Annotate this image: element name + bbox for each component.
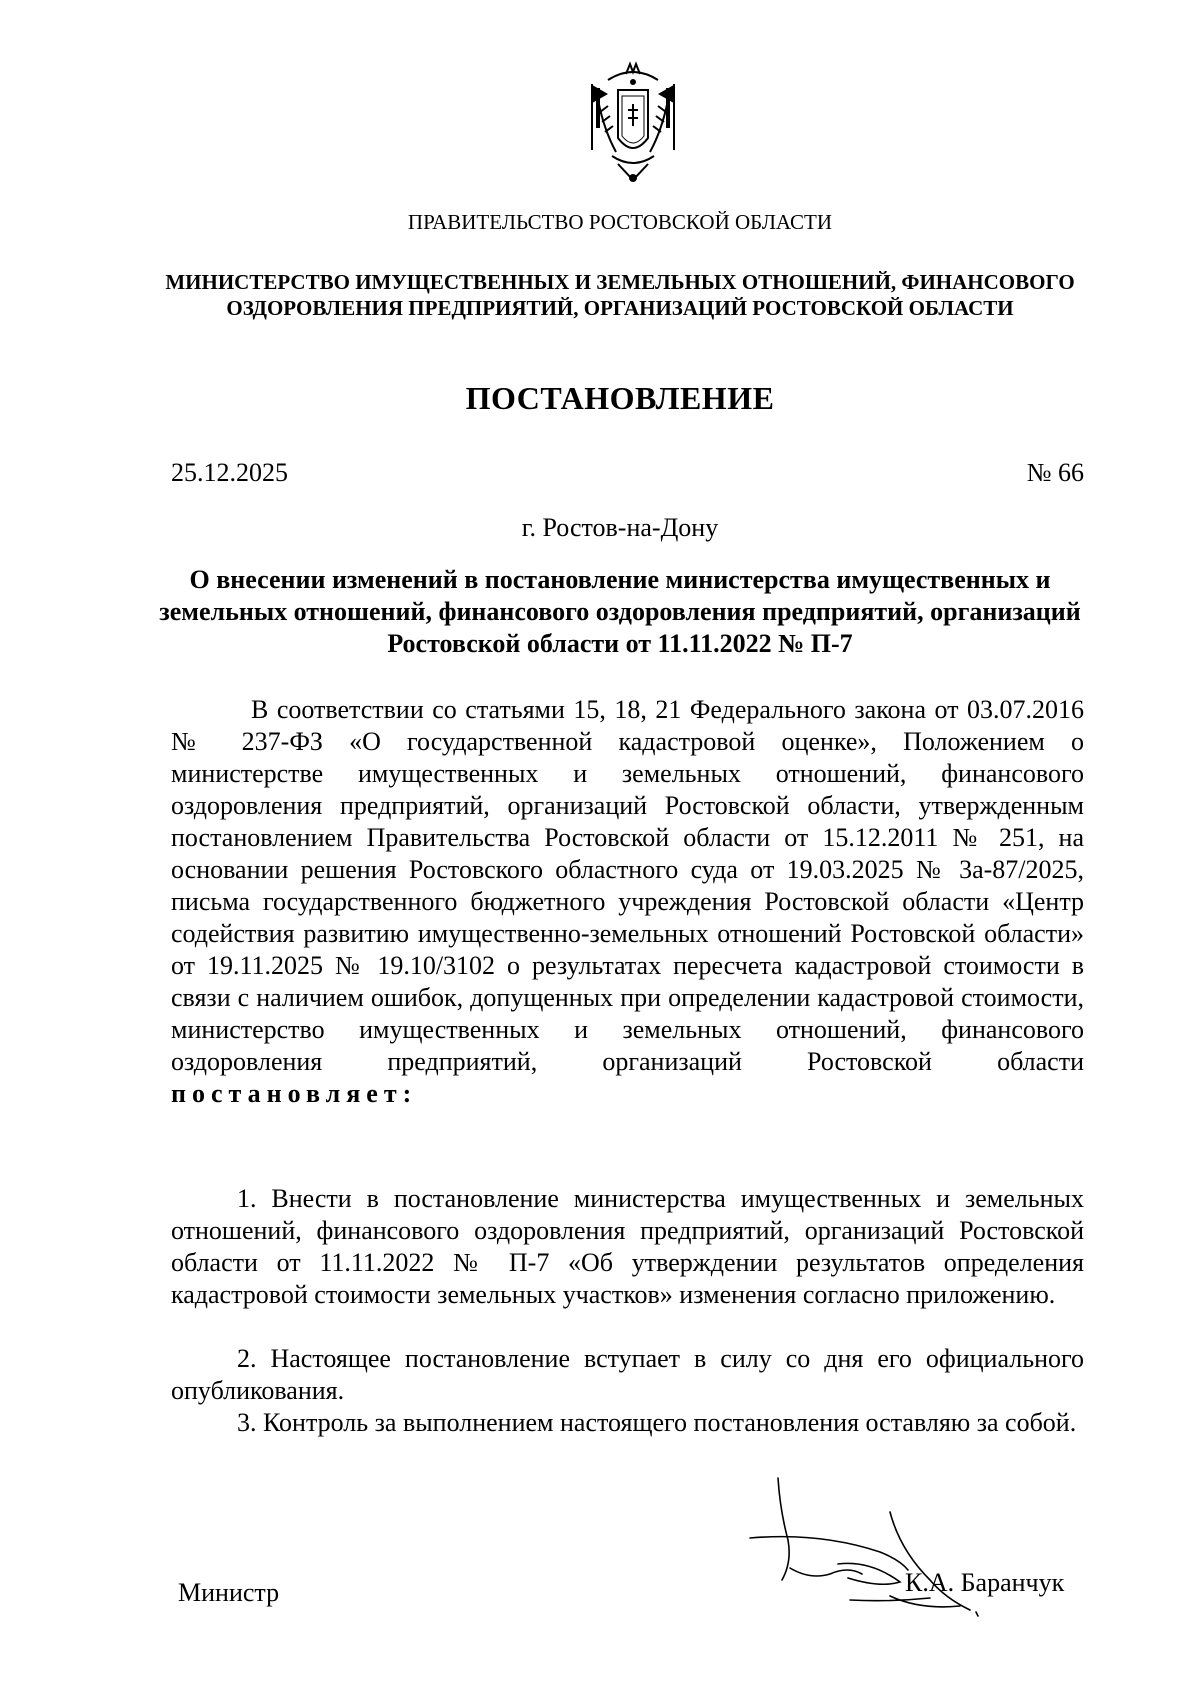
ministry-title: МИНИСТЕРСТВО ИМУЩЕСТВЕННЫХ И ЗЕМЕЛЬНЫХ ОТНОШЕНИЙ, ФИНАНСОВОГО ОЗДОРОВЛЕНИЯ ПРЕДПРИЯТИЙ, ОРГАНИЗАЦИЙ РОСТОВСКОЙ ОБЛАСТИ	[165, 270, 1075, 320]
preamble-paragraph	[171, 694, 1084, 1110]
decree-item-2: 2. Настоящее постановление вступает в силу со дня его официального опубликования.	[171, 1344, 1084, 1405]
decree-word: постановляет:	[171, 1079, 418, 1108]
document-subject: О внесении изменений в постановление министерства имущественных и земельных отношений, финансового оздоровления предприятий, организаций Ростовской области от 11.11.2022 № П-7	[159, 565, 1081, 658]
signer-position: Министр	[178, 1578, 280, 1607]
decree-item-3: 3. Контроль за выполнением настоящего постановления оставляю за собой.	[237, 1408, 1077, 1437]
coat-of-arms-icon	[578, 60, 688, 188]
government-title: ПРАВИТЕЛЬСТВО РОСТОВСКОЙ ОБЛАСТИ	[407, 210, 833, 234]
preamble-text: В соответствии со статьями 15, 18, 21 Федерального закона от 03.07.2016 № 237-ФЗ «О государственной кадастровой оценке», Положением о министерстве имущественных и земельных отношений, финансового оздоровления предприятий, организаций Ростовской области, утвержденным постановлением Правительства Ростовской области от 15.12.2011 № 251, на основании решения Ростовского областного суда от 19.03.2025 № 3а-87/2025, письма государственного бюджетного учреждения Ростовской области «Центр содействия развитию имущественно-земельных отношений Ростовской области» от 19.11.2025 № 19.10/3102 о результатах пересчета кадастровой стоимости в связи с наличием ошибок, допущенных при определении кадастровой стоимости, министерство имущественных и земельных отношений, финансового оздоровления предприятий, организаций Ростовской области	[171, 695, 1084, 1076]
decree-item-1: 1. Внести в постановление министерства имущественных и земельных отношений, финансового оздоровления предприятий, организаций Ростовской области от 11.11.2022 № П-7 «Об утверждении результатов определения кадастровой стоимости земельных участков» изменения согласно приложению.	[171, 1184, 1084, 1309]
document-city: г. Ростов-на-Дону	[521, 513, 719, 542]
signer-name: К.А. Баранчук	[905, 1568, 1065, 1597]
document-date: 25.12.2025	[171, 458, 288, 487]
document-number: № 66	[1026, 458, 1084, 487]
document-type: ПОСТАНОВЛЕНИЕ	[465, 380, 775, 416]
